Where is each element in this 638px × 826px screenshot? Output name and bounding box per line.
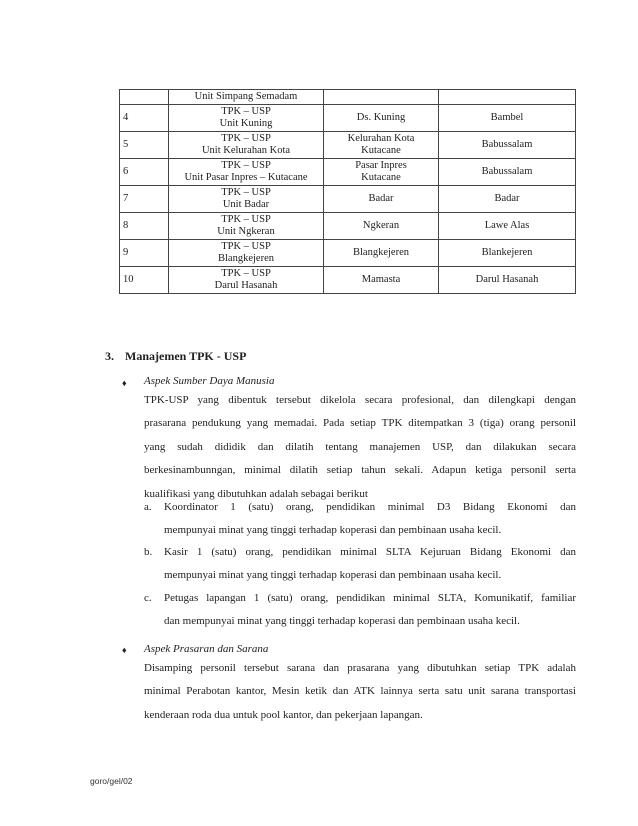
cell-kecamatan: Lawe Alas — [439, 213, 576, 240]
sdm-paragraph — [144, 389, 576, 506]
cell-line: Unit Simpang Semadam — [194, 91, 298, 102]
cell-line: TPK – USP — [221, 106, 271, 117]
cell-line: Ds. Kuning — [356, 112, 406, 123]
cell-location — [324, 213, 439, 240]
list-item-text — [164, 587, 576, 632]
cell-kecamatan: Bambel — [439, 105, 576, 132]
cell-line: TPK – USP — [221, 241, 271, 252]
page-footer: goro/gel/02 — [90, 776, 133, 786]
cell-location — [324, 159, 439, 186]
table-row — [120, 240, 576, 267]
list-item-label: c. — [144, 592, 152, 604]
list-item-line: dan mempunyai minat yang tinggi terhadap koperasi dan pembinaan usaha kecil. — [164, 614, 520, 627]
cell-kecamatan: Darul Hasanah — [439, 267, 576, 294]
cell-line: Ngkeran — [362, 220, 400, 231]
cell-line: Kelurahan Kota — [347, 133, 415, 144]
cell-location — [324, 267, 439, 294]
table-row — [120, 267, 576, 294]
cell-location — [324, 240, 439, 267]
table-row — [120, 132, 576, 159]
cell-number: 7 — [120, 186, 169, 213]
section-number: 3. — [105, 349, 114, 363]
cell-number — [120, 90, 169, 105]
list-item-label: a. — [144, 501, 152, 513]
cell-line: Darul Hasanah — [214, 280, 278, 291]
cell-number: 4 — [120, 105, 169, 132]
list-item-text — [164, 496, 576, 541]
cell-unit-name — [169, 267, 324, 294]
paragraph-line: berkesinambunngan, minimal dilatih setiap tahun sekali. Adapun ketiga personil serta — [144, 464, 576, 477]
list-item-line: Koordinator 1 (satu) orang, pendidikan minimal D3 Bidang Ekonomi dan — [164, 501, 576, 513]
cell-line: Unit Kuning — [219, 118, 273, 129]
section-title — [105, 349, 246, 364]
cell-line: Kutacane — [361, 145, 401, 156]
paragraph-line: kenderaan roda dua untuk pool kantor, dan pekerjaan lapangan. — [144, 708, 423, 721]
cell-line: Unit Pasar Inpres – Kutacane — [184, 172, 308, 183]
cell-line: Kutacane — [361, 172, 401, 183]
cell-number: 6 — [120, 159, 169, 186]
cell-unit-name — [169, 159, 324, 186]
cell-location — [324, 90, 439, 105]
paragraph-line: minimal Perabotan kantor, Mesin ketik dan ATK lainnya serta satu unit sarana transportasi — [144, 685, 576, 698]
list-item-label: b. — [144, 546, 153, 558]
cell-line: Pasar Inpres — [355, 160, 407, 171]
cell-unit-name — [169, 240, 324, 267]
cell-number: 5 — [120, 132, 169, 159]
cell-location — [324, 132, 439, 159]
cell-unit-name — [169, 90, 324, 105]
bullet-diamond-icon: ♦ — [122, 645, 127, 655]
paragraph-line: kualifikasi yang dibutuhkan adalah sebagai berikut — [144, 487, 368, 500]
sdm-subtitle: Aspek Sumber Daya Manusia — [144, 375, 275, 387]
section-title-text: Manajemen TPK - USP — [125, 349, 247, 363]
cell-number: 9 — [120, 240, 169, 267]
list-item-line: mempunyai minat yang tinggi terhadap koperasi dan pembinaan usaha kecil. — [164, 523, 502, 536]
cell-line: TPK – USP — [221, 133, 271, 144]
cell-line: TPK – USP — [221, 214, 271, 225]
cell-location — [324, 186, 439, 213]
cell-line: Unit Kelurahan Kota — [201, 145, 291, 156]
prasarana-paragraph — [144, 657, 576, 727]
bullet-diamond-icon: ♦ — [122, 378, 127, 388]
unit-table-body — [120, 90, 576, 294]
cell-kecamatan: Badar — [439, 186, 576, 213]
list-item-c — [144, 587, 576, 632]
cell-number: 10 — [120, 267, 169, 294]
list-item-line: Kasir 1 (satu) orang, pendidikan minimal SLTA Kejuruan Bidang Ekonomi dan — [164, 546, 576, 558]
cell-line: TPK – USP — [221, 160, 271, 171]
list-item-line: mempunyai minat yang tinggi terhadap koperasi dan pembinaan usaha kecil. — [164, 568, 502, 581]
cell-line: Badar — [368, 193, 394, 204]
cell-kecamatan — [439, 90, 576, 105]
list-item-a — [144, 496, 576, 541]
cell-line: TPK – USP — [221, 187, 271, 198]
list-item-b — [144, 541, 576, 586]
table-row — [120, 159, 576, 186]
cell-unit-name — [169, 186, 324, 213]
cell-line: Blangkejeren — [218, 253, 274, 264]
table-row — [120, 186, 576, 213]
cell-line: Blangkejeren — [353, 247, 409, 258]
cell-location — [324, 105, 439, 132]
cell-kecamatan: Babussalam — [439, 159, 576, 186]
paragraph-line: Disamping personil tersebut sarana dan prasarana yang dibutuhkan setiap TPK adalah — [144, 662, 576, 674]
cell-line: TPK – USP — [221, 268, 271, 279]
cell-unit-name — [169, 105, 324, 132]
cell-line: Unit Badar — [222, 199, 270, 210]
cell-line: Mamasta — [361, 274, 401, 285]
list-item-text — [164, 541, 576, 586]
unit-table — [119, 89, 576, 294]
cell-kecamatan: Blankejeren — [439, 240, 576, 267]
table-row — [120, 90, 576, 105]
paragraph-line: yang sudah dididik dan dilatih tentang manajemen USP, dan dilakukan secara — [144, 440, 576, 453]
list-item-line: Petugas lapangan 1 (satu) orang, pendidikan minimal SLTA, Komunikatif, familiar — [164, 592, 576, 604]
paragraph-line: TPK-USP yang dibentuk tersebut dikelola secara profesional, dan dilengkapi dengan — [144, 394, 576, 406]
cell-line: Unit Ngkeran — [217, 226, 275, 237]
table-row — [120, 105, 576, 132]
cell-unit-name — [169, 213, 324, 240]
prasarana-subtitle: Aspek Prasaran dan Sarana — [144, 643, 269, 655]
cell-number: 8 — [120, 213, 169, 240]
paragraph-line: prasarana pendukung yang memadai. Pada setiap TPK ditempatkan 3 (tiga) orang personil — [144, 417, 576, 430]
table-row — [120, 213, 576, 240]
cell-kecamatan: Babussalam — [439, 132, 576, 159]
cell-unit-name — [169, 132, 324, 159]
